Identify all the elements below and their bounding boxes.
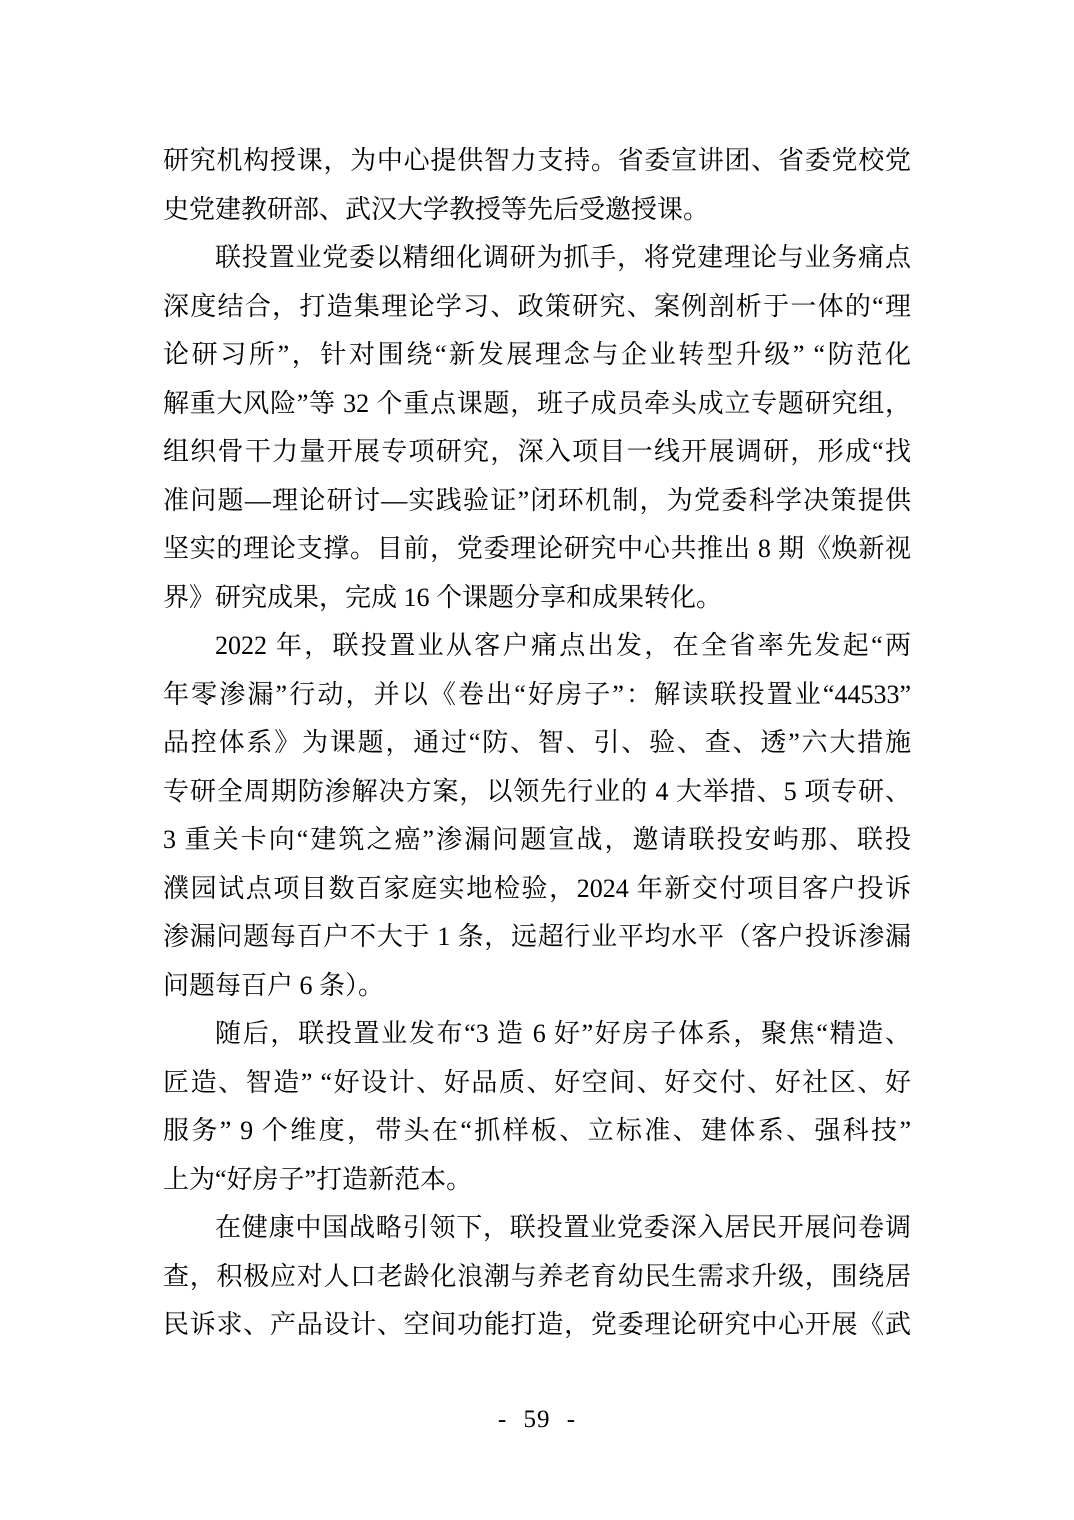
text-line: 匠造、智造” “好设计、好品质、好空间、好交付、好社区、好 <box>163 1067 911 1097</box>
text-line: 联投置业党委以精细化调研为抓手，将党建理论与业务痛点 <box>215 243 911 272</box>
text-line: 组织骨干力量开展专项研究，深入项目一线开展调研，形成“找 <box>163 437 911 466</box>
text-line: 坚实的理论支撑。目前，党委理论研究中心共推出 8 期《焕新视 <box>163 534 911 563</box>
text-line: 服务” 9 个维度，带头在“抓样板、立标准、建体系、强科技” <box>163 1116 911 1145</box>
text-line: 论研习所”，针对围绕“新发展理念与企业转型升级” “防范化 <box>163 340 911 369</box>
text-line: 上为“好房子”打造新范本。 <box>163 1164 473 1194</box>
page-footer <box>0 1406 1074 1434</box>
text-line: 濮园试点项目数百家庭实地检验，2024 年新交付项目客户投诉 <box>163 873 911 903</box>
text-line: 年零渗漏”行动，并以《卷出“好房子”：解读联投置业“44533” <box>163 679 911 709</box>
paragraph <box>163 1010 911 1204</box>
text-line: 解重大风险”等 32 个重点课题，班子成员牵头成立专题研究组， <box>163 388 911 418</box>
text-line: 深度结合，打造集理论学习、政策研究、案例剖析于一体的“理 <box>163 291 911 321</box>
text-line: 2022 年，联投置业从客户痛点出发，在全省率先发起“两 <box>215 631 911 660</box>
text-line: 民诉求、产品设计、空间功能打造，党委理论研究中心开展《武 <box>163 1310 911 1339</box>
text-line: 在健康中国战略引领下，联投置业党委深入居民开展问卷调 <box>215 1213 911 1242</box>
text-line: 问题每百户 6 条）。 <box>163 970 385 1000</box>
text-line: 品控体系》为课题，通过“防、智、引、验、查、透”六大措施 <box>163 728 911 757</box>
page-number: - 59 - <box>497 1406 577 1433</box>
text-line: 研究机构授课，为中心提供智力支持。省委宣讲团、省委党校党 <box>163 146 911 175</box>
text-line: 专研全周期防渗解决方案，以领先行业的 4 大举措、5 项专研、 <box>163 776 911 806</box>
document-body <box>163 137 911 1350</box>
paragraph <box>163 1204 911 1350</box>
text-line: 随后，联投置业发布“3 造 6 好”好房子体系，聚焦“精造、 <box>215 1019 911 1048</box>
paragraph <box>163 622 911 1010</box>
paragraph <box>163 137 911 234</box>
text-line: 准问题—理论研讨—实践验证”闭环机制，为党委科学决策提供 <box>163 485 911 515</box>
text-line: 史党建教研部、武汉大学教授等先后受邀授课。 <box>163 194 710 224</box>
text-line: 界》研究成果，完成 16 个课题分享和成果转化。 <box>163 582 723 612</box>
paragraph <box>163 234 911 622</box>
text-line: 3 重关卡向“建筑之癌”渗漏问题宣战，邀请联投安屿那、联投 <box>163 825 911 854</box>
text-line: 渗漏问题每百户不大于 1 条，远超行业平均水平（客户投诉渗漏 <box>163 922 911 951</box>
text-line: 查，积极应对人口老龄化浪潮与养老育幼民生需求升级，围绕居 <box>163 1261 911 1291</box>
